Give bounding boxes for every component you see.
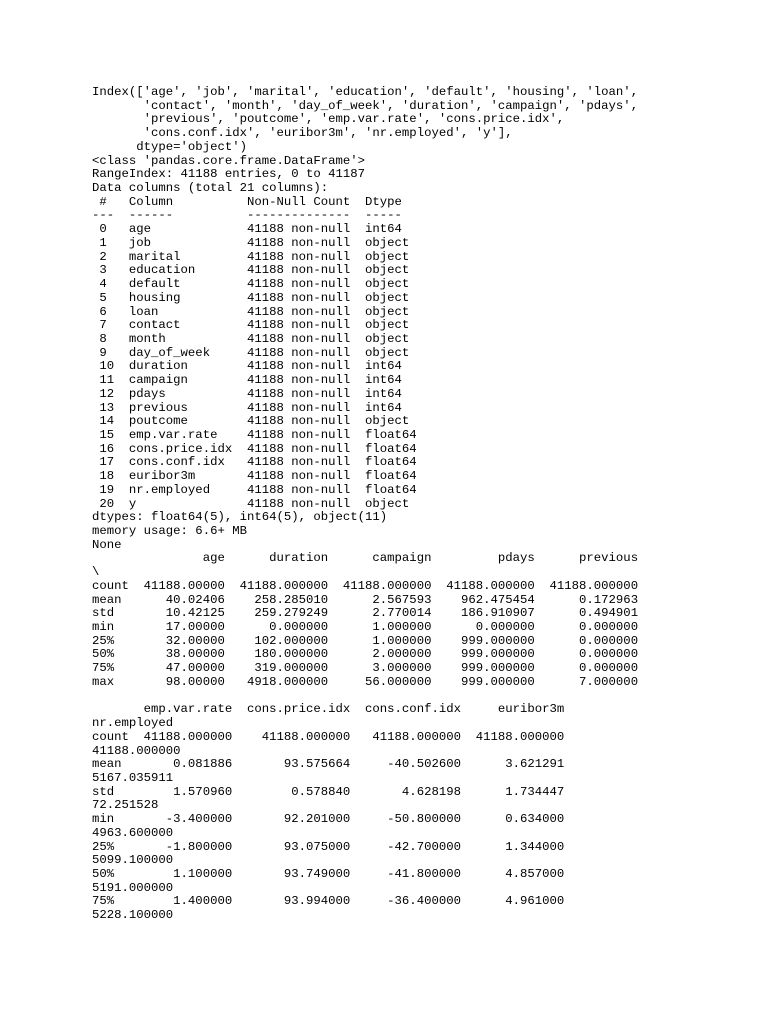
output-line: <class 'pandas.core.frame.DataFrame'> <box>92 153 366 168</box>
output-line: # Column Non-Null Count Dtype <box>92 194 402 209</box>
output-line: 9 day_of_week 41188 non-null object <box>92 345 410 360</box>
output-line: 14 poutcome 41188 non-null object <box>92 414 410 429</box>
output-line: 15 emp.var.rate 41188 non-null float64 <box>92 427 417 442</box>
output-line: count 41188.000000 41188.000000 41188.000000 41188.000000 <box>92 729 565 744</box>
output-line: 7 contact 41188 non-null object <box>92 318 410 333</box>
output-line: 75% 1.400000 93.994000 -36.400000 4.961000 <box>92 894 565 909</box>
output-line: 5228.100000 <box>92 908 174 923</box>
output-line: --- ------ -------------- ----- <box>92 208 402 223</box>
output-line: 11 campaign 41188 non-null int64 <box>92 373 402 388</box>
output-line: mean 40.02406 258.285010 2.567593 962.475454 0.172963 <box>92 592 639 607</box>
output-line: 25% -1.800000 93.075000 -42.700000 1.344000 <box>92 839 565 854</box>
output-line: 'cons.conf.idx', 'euribor3m', 'nr.employed', 'y'], <box>92 126 513 141</box>
output-line: Data columns (total 21 columns): <box>92 181 329 196</box>
output-line: age duration campaign pdays previous <box>92 551 639 566</box>
output-line: 2 marital 41188 non-null object <box>92 249 410 264</box>
output-line: count 41188.00000 41188.000000 41188.000000 41188.000000 41188.000000 <box>92 578 639 593</box>
output-line: 19 nr.employed 41188 non-null float64 <box>92 482 417 497</box>
output-line: 75% 47.00000 319.000000 3.000000 999.000000 0.000000 <box>92 661 639 676</box>
output-line: 13 previous 41188 non-null int64 <box>92 400 402 415</box>
output-line: 8 month 41188 non-null object <box>92 331 410 346</box>
output-line: 5167.035911 <box>92 770 174 785</box>
output-line: nr.employed <box>92 716 174 731</box>
output-line: 10 duration 41188 non-null int64 <box>92 359 402 374</box>
output-line: std 1.570960 0.578840 4.628198 1.734447 <box>92 784 565 799</box>
output-line: 1 job 41188 non-null object <box>92 235 410 250</box>
output-line: 18 euribor3m 41188 non-null float64 <box>92 469 417 484</box>
output-line: 17 cons.conf.idx 41188 non-null float64 <box>92 455 417 470</box>
output-line: RangeIndex: 41188 entries, 0 to 41187 <box>92 167 366 182</box>
output-line: dtype='object') <box>92 139 247 154</box>
output-line: memory usage: 6.6+ MB <box>92 524 247 538</box>
output-line: 6 loan 41188 non-null object <box>92 304 410 319</box>
output-line: 'previous', 'poutcome', 'emp.var.rate', 'cons.price.idx', <box>92 112 565 127</box>
output-line: 25% 32.00000 102.000000 1.000000 999.000000 0.000000 <box>92 633 639 648</box>
output-line: 5 housing 41188 non-null object <box>92 290 410 305</box>
output-line: dtypes: float64(5), int64(5), object(11) <box>92 510 388 525</box>
output-line: 50% 1.100000 93.749000 -41.800000 4.857000 <box>92 866 565 881</box>
output-line: 41188.000000 <box>92 743 181 758</box>
output-line: 0 age 41188 non-null int64 <box>92 222 402 237</box>
output-line: 72.251528 <box>92 798 159 813</box>
output-line: \ <box>92 565 100 580</box>
output-line: 4 default 41188 non-null object <box>92 277 410 292</box>
output-line: 4963.600000 <box>92 825 174 840</box>
output-line: 12 pdays 41188 non-null int64 <box>92 386 402 401</box>
output-line: 5191.000000 <box>92 880 174 895</box>
output-line: std 10.42125 259.279249 2.770014 186.910907 0.494901 <box>92 606 639 621</box>
console-output <box>92 86 638 923</box>
output-line: 50% 38.00000 180.000000 2.000000 999.000000 0.000000 <box>92 647 639 662</box>
output-line: min -3.400000 92.201000 -50.800000 0.634000 <box>92 812 565 827</box>
output-line: mean 0.081886 93.575664 -40.502600 3.621291 <box>92 757 565 772</box>
output-line: 'contact', 'month', 'day_of_week', 'duration', 'campaign', 'pdays', <box>92 98 639 113</box>
output-line: Index(['age', 'job', 'marital', 'education', 'default', 'housing', 'loan', <box>92 85 639 99</box>
output-line: None <box>92 537 122 552</box>
output-line: min 17.00000 0.000000 1.000000 0.000000 0.000000 <box>92 620 639 635</box>
output-line: max 98.00000 4918.000000 56.000000 999.000000 7.000000 <box>92 674 639 689</box>
output-line: 5099.100000 <box>92 853 174 868</box>
output-line: 16 cons.price.idx 41188 non-null float64 <box>92 441 417 456</box>
output-line: 3 education 41188 non-null object <box>92 263 410 278</box>
output-line: emp.var.rate cons.price.idx cons.conf.idx euribor3m <box>92 702 565 717</box>
output-line: 20 y 41188 non-null object <box>92 496 410 511</box>
output-line <box>92 690 638 704</box>
